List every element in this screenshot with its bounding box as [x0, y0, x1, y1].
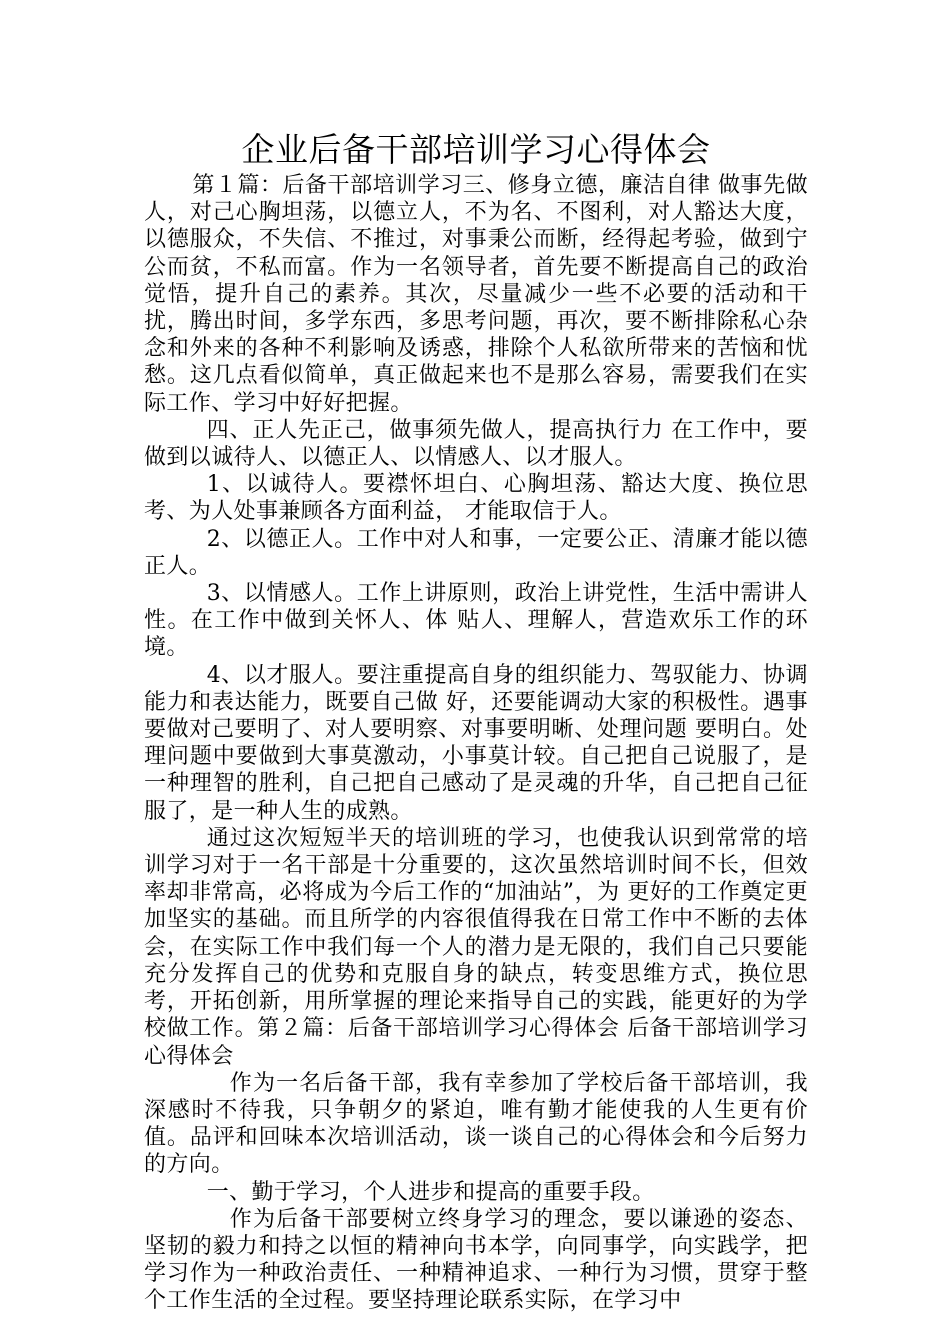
paragraph: 作为一名后备干部，我有幸参加了学校后备干部培训，我深感时不待我，只争朝夕的紧迫，唯有勤才能使我的人生更有价值。品评和回味本次培训活动，谈一谈自己的心得体会和今后努力的方向。 [144, 1070, 808, 1178]
paragraph: 第１篇：后备干部培训学习三、修身立德，廉洁自律 做事先做人，对己心胸坦荡，以德立人，不为名、不图利，对人豁达大度，以德服众，不失信、不推过，对事秉公而断，经得起考验，做到宁公而贫，不私而富。作为一名领导者，首先要不断提高自己的政治觉悟，提升自己的素养。其次，尽量减少一些不必要的活动和干扰，腾出时间，多学东西，多思考问题，再次，要不断排除私心杂念和外来的各种不利影响及诱惑，排除个人私欲所带来的苦恼和忧愁。这几点看似简单，真正做起来也不是那么容易，需要我们在实际工作、学习中好好把握。 [144, 173, 808, 416]
paragraph: 四、正人先正己，做事须先做人，提高执行力 在工作中，要做到以诚待人、以德正人、以情感人、以才服人。 [144, 417, 808, 471]
paragraph: 作为后备干部要树立终身学习的理念，要以谦逊的姿态、坚韧的毅力和持之以恒的精神向书本学，向同事学，向实践学，把学习作为一种政治责任、一种精神追求、一种行为习惯，贯穿于整个工作生活的全过程。要坚持理论联系实际，在学习中 [144, 1206, 808, 1314]
document-body [144, 172, 808, 1315]
paragraph: 通过这次短短半天的培训班的学习，也使我认识到常常的培训学习对于一名干部是十分重要的，这次虽然培训时间不长，但效率却非常高，必将成为今后工作的“加油站”，为 更好的工作奠定更加坚实的基础。而且所学的内容很值得我在日常工作中不断的去体会，在实际工作中我们每一个人的潜力是无限的，我们自己只要能充分发挥自己的优势和克服自身的缺点，转变思维方式，换位思考，开拓创新，用所掌握的理论来指导自己的实践，能更好的为学校做工作。第２篇：后备干部培训学习心得体会 后备干部培训学习心得体会 [144, 825, 808, 1069]
paragraph: 一、勤于学习，个人进步和提高的重要手段。 [206, 1179, 655, 1205]
paragraph: 3、以情感人。工作上讲原则，政治上讲党性，生活中需讲人性。在工作中做到关怀人、体 贴人、理解人，营造欢乐工作的环境。 [144, 581, 808, 661]
document-page [144, 128, 808, 1315]
paragraph: 1、以诚待人。要襟怀坦白、心胸坦荡、豁达大度、换位思考、为人处事兼顾各方面利益， 才能取信于人。 [144, 472, 808, 525]
paragraph: 2、以德正人。工作中对人和事，一定要公正、清廉才能以德正人。 [144, 526, 808, 579]
document-title: 企业后备干部培训学习心得体会 [241, 130, 711, 169]
paragraph: 4、以才服人。要注重提高自身的组织能力、驾驭能力、协调能力和表达能力，既要自己做 好，还要能调动大家的积极性。遇事要做对己要明了、对人要明察、对事要明晰、处理问题 要明白。处理问题中要做到大事莫激动，小事莫计较。自己把自己说服了，是一种理智的胜利，自己把自己感动了是灵魂的升华，自己把自己征服了，是一种人生的成熟。 [144, 662, 808, 824]
